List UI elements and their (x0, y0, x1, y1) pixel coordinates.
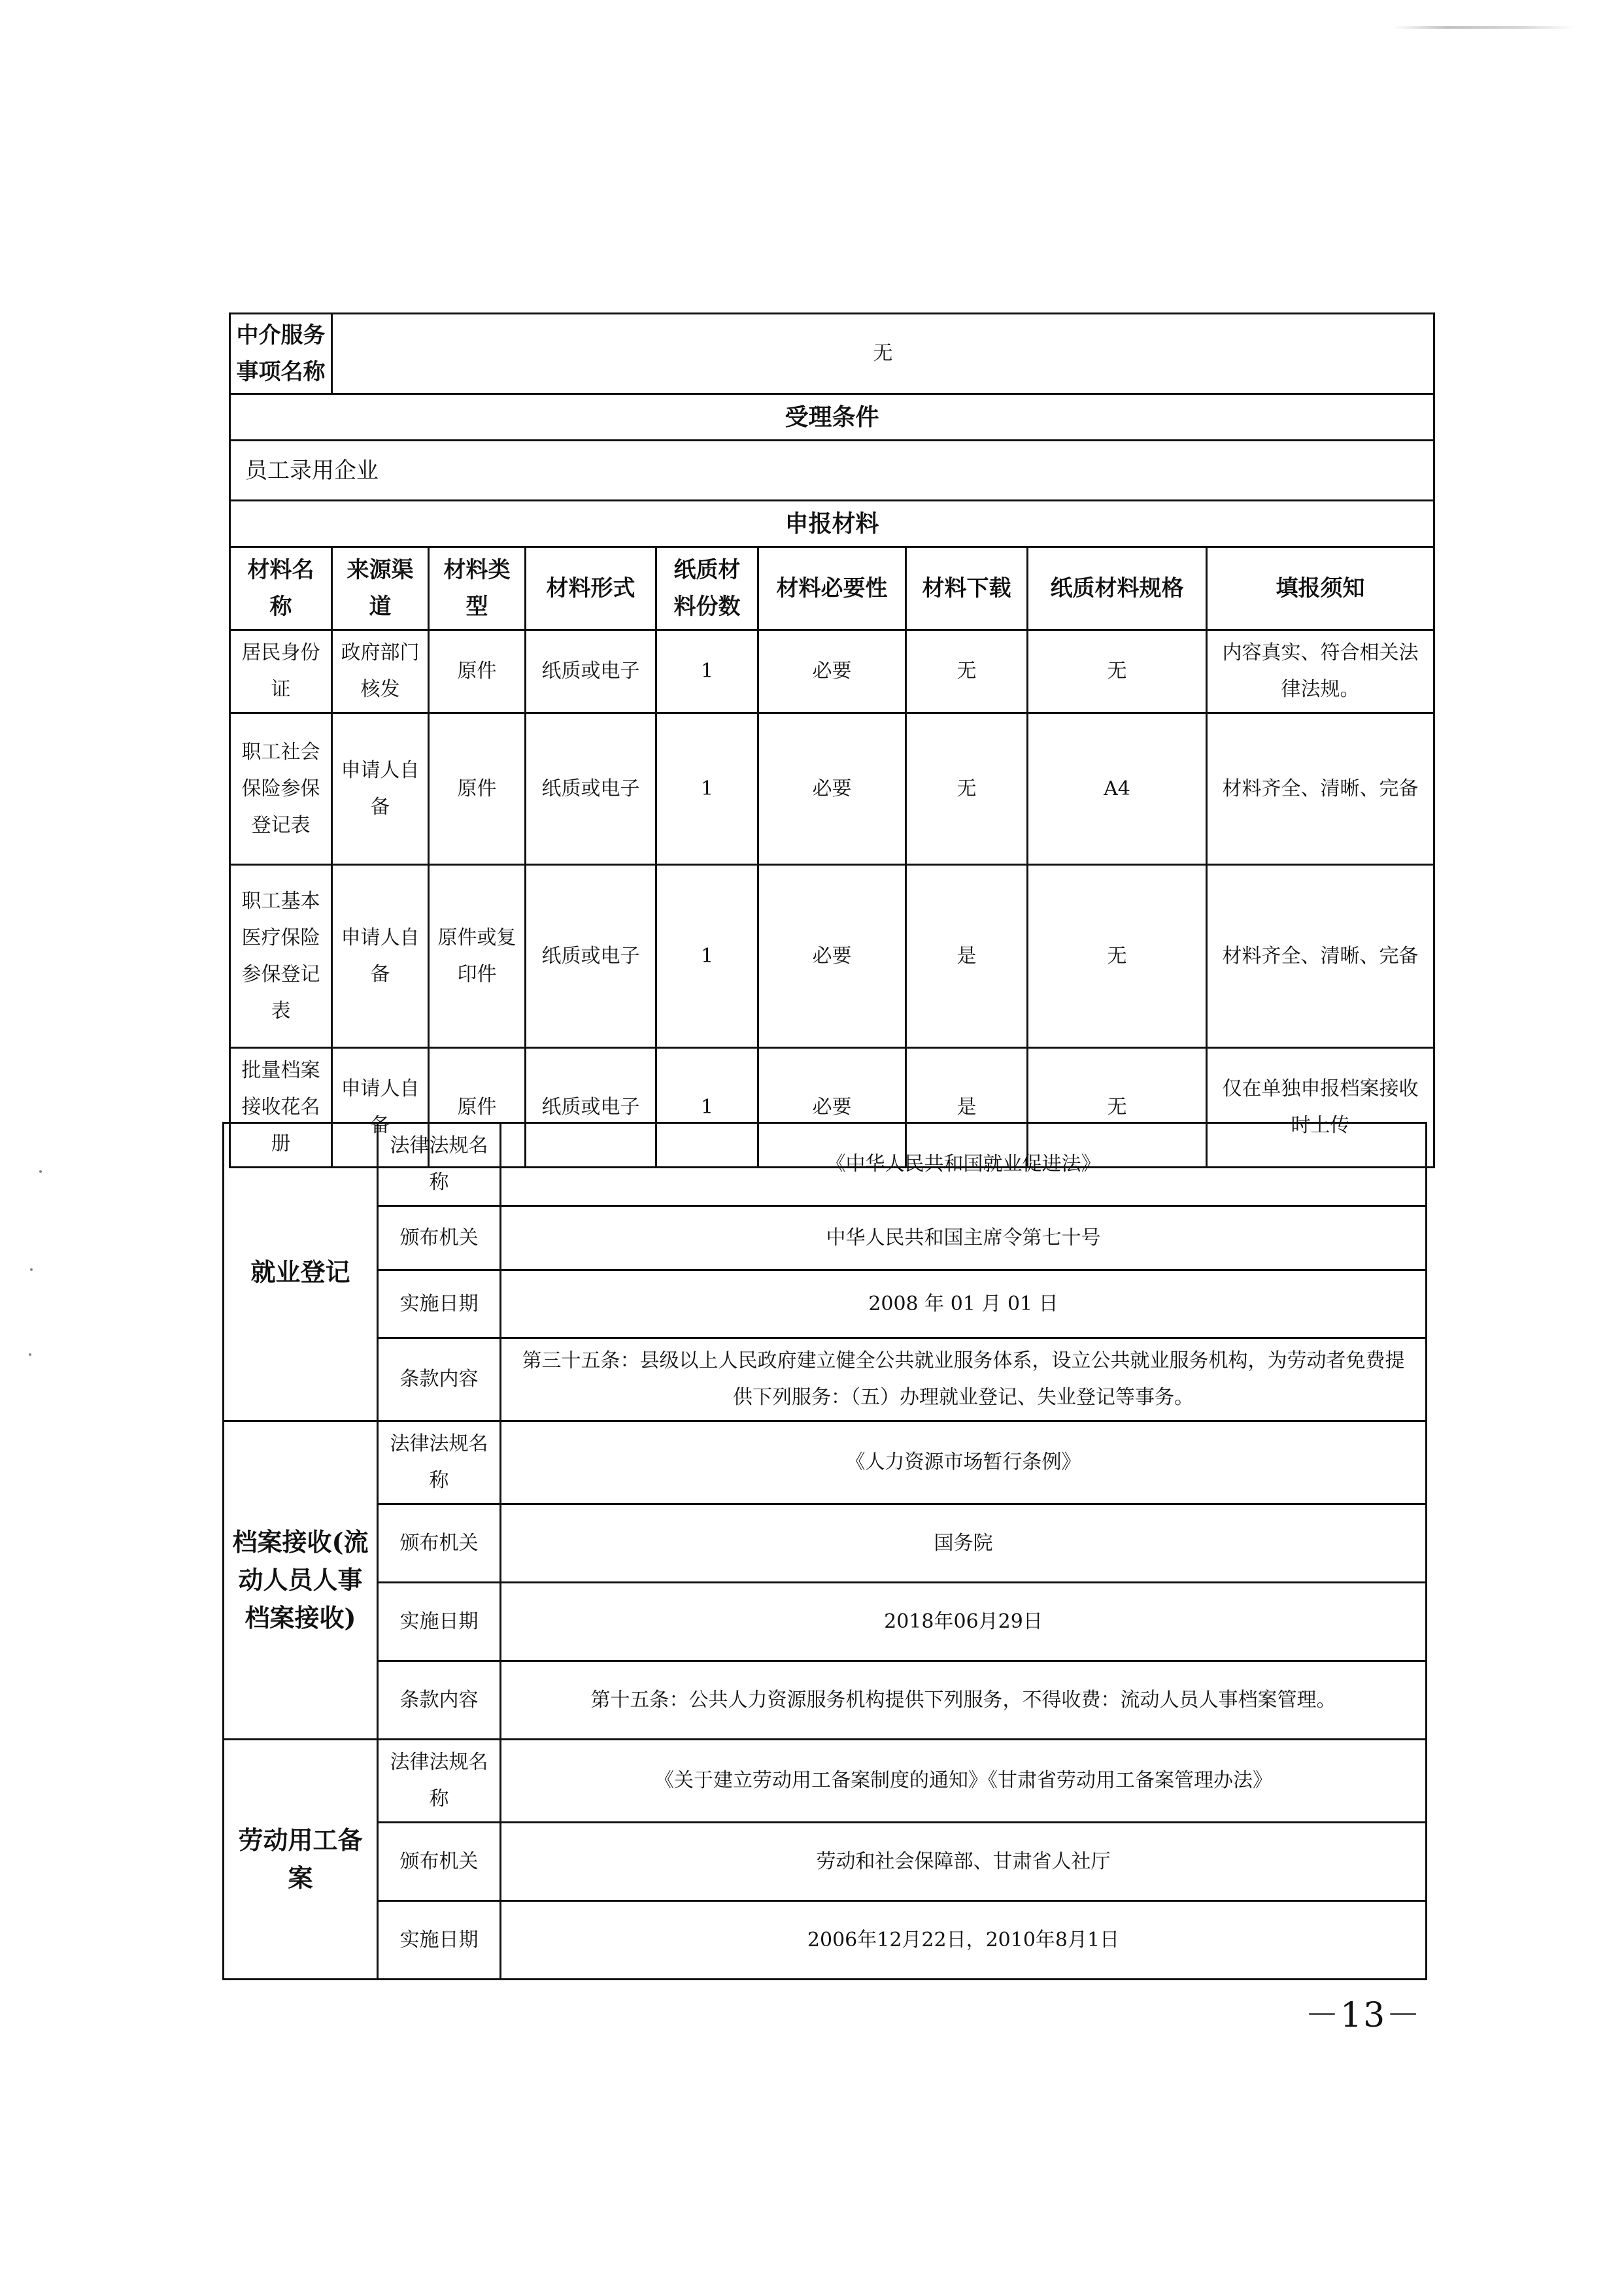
material-form: 纸质或电子 (526, 1048, 656, 1168)
material-copies: 1 (656, 713, 758, 865)
law-group-title: 劳动用工备案 (224, 1740, 378, 1980)
material-form: 纸质或电子 (526, 865, 656, 1048)
materials-header: 申报材料 (230, 501, 1434, 547)
table-row (230, 865, 1434, 1048)
column-header: 来源渠道 (332, 547, 429, 630)
law-clause: 第十五条：公共人力资源服务机构提供下列服务，不得收费：流动人员人事档案管理。 (501, 1661, 1427, 1740)
material-notes: 内容真实、符合相关法律法规。 (1207, 630, 1434, 713)
column-header: 材料必要性 (758, 547, 906, 630)
law-field-label: 法律法规名称 (378, 1740, 501, 1823)
page-number: －13－ (1305, 1996, 1422, 2035)
material-download: 无 (906, 630, 1028, 713)
material-spec: 无 (1028, 630, 1207, 713)
scan-speck (39, 1170, 42, 1173)
material-spec: 无 (1028, 865, 1207, 1048)
scan-speck (29, 1353, 31, 1356)
material-source: 申请人自备 (332, 1048, 429, 1168)
column-header: 材料形式 (526, 547, 656, 630)
material-type: 原件 (429, 713, 526, 865)
law-group-title: 档案接收(流动人员人事档案接收) (224, 1421, 378, 1740)
law-name: 《中华人民共和国就业促进法》 (501, 1123, 1427, 1206)
material-name: 职工基本医疗保险参保登记表 (230, 865, 332, 1048)
column-header: 材料名称 (230, 547, 332, 630)
material-form: 纸质或电子 (526, 713, 656, 865)
material-source: 政府部门核发 (332, 630, 429, 713)
law-field-label: 条款内容 (378, 1338, 501, 1421)
column-header: 填报须知 (1207, 547, 1434, 630)
material-name: 职工社会保险参保登记表 (230, 713, 332, 865)
law-issuer: 中华人民共和国主席令第七十号 (501, 1206, 1427, 1270)
material-copies: 1 (656, 1048, 758, 1168)
materials-table (229, 312, 1435, 1168)
material-notes: 仅在单独申报档案接收时上传 (1207, 1048, 1434, 1168)
table-row (230, 713, 1434, 865)
service-name-value: 无 (332, 314, 1434, 394)
material-type: 原件 (429, 1048, 526, 1168)
material-copies: 1 (656, 865, 758, 1048)
column-header: 材料类型 (429, 547, 526, 630)
service-name-label: 中介服务事项名称 (230, 314, 332, 394)
law-group-title: 就业登记 (224, 1123, 378, 1421)
material-notes: 材料齐全、清晰、完备 (1207, 865, 1434, 1048)
material-name: 居民身份证 (230, 630, 332, 713)
law-clause: 第三十五条：县级以上人民政府建立健全公共就业服务体系，设立公共就业服务机构，为劳动者免费提供下列服务：（五）办理就业登记、失业登记等事务。 (501, 1338, 1427, 1421)
material-name: 批量档案接收花名册 (230, 1048, 332, 1168)
law-field-label: 实施日期 (378, 1583, 501, 1661)
law-effective-date: 2008 年 01 月 01 日 (501, 1270, 1427, 1338)
law-field-label: 实施日期 (378, 1270, 501, 1338)
material-copies: 1 (656, 630, 758, 713)
conditions-text: 员工录用企业 (230, 441, 1434, 501)
scan-speck (30, 1268, 33, 1271)
material-type: 原件 (429, 630, 526, 713)
legal-basis-table (222, 1122, 1427, 1980)
law-name: 《关于建立劳动用工备案制度的通知》《甘肃省劳动用工备案管理办法》 (501, 1740, 1427, 1823)
materials-column-headers (230, 547, 1434, 630)
law-field-label: 颁布机关 (378, 1504, 501, 1583)
law-name: 《人力资源市场暂行条例》 (501, 1421, 1427, 1504)
material-necessity: 必要 (758, 865, 906, 1048)
material-type: 原件或复印件 (429, 865, 526, 1048)
law-issuer: 国务院 (501, 1504, 1427, 1583)
column-header: 材料下载 (906, 547, 1028, 630)
material-source: 申请人自备 (332, 865, 429, 1048)
column-header: 纸质材料规格 (1028, 547, 1207, 630)
scan-artifact (1393, 26, 1576, 29)
law-field-label: 颁布机关 (378, 1823, 501, 1901)
material-spec: A4 (1028, 713, 1207, 865)
material-download: 是 (906, 1048, 1028, 1168)
material-necessity: 必要 (758, 1048, 906, 1168)
material-source: 申请人自备 (332, 713, 429, 865)
material-necessity: 必要 (758, 630, 906, 713)
law-field-label: 条款内容 (378, 1661, 501, 1740)
law-field-label: 实施日期 (378, 1901, 501, 1980)
material-notes: 材料齐全、清晰、完备 (1207, 713, 1434, 865)
law-field-label: 颁布机关 (378, 1206, 501, 1270)
law-effective-date: 2006年12月22日，2010年8月1日 (501, 1901, 1427, 1980)
law-issuer: 劳动和社会保障部、甘肃省人社厅 (501, 1823, 1427, 1901)
material-download: 无 (906, 713, 1028, 865)
material-download: 是 (906, 865, 1028, 1048)
table-row (230, 630, 1434, 713)
column-header: 纸质材料份数 (656, 547, 758, 630)
law-field-label: 法律法规名称 (378, 1421, 501, 1504)
material-form: 纸质或电子 (526, 630, 656, 713)
material-necessity: 必要 (758, 713, 906, 865)
law-effective-date: 2018年06月29日 (501, 1583, 1427, 1661)
conditions-header: 受理条件 (230, 394, 1434, 441)
material-spec: 无 (1028, 1048, 1207, 1168)
law-field-label: 法律法规名称 (378, 1123, 501, 1206)
